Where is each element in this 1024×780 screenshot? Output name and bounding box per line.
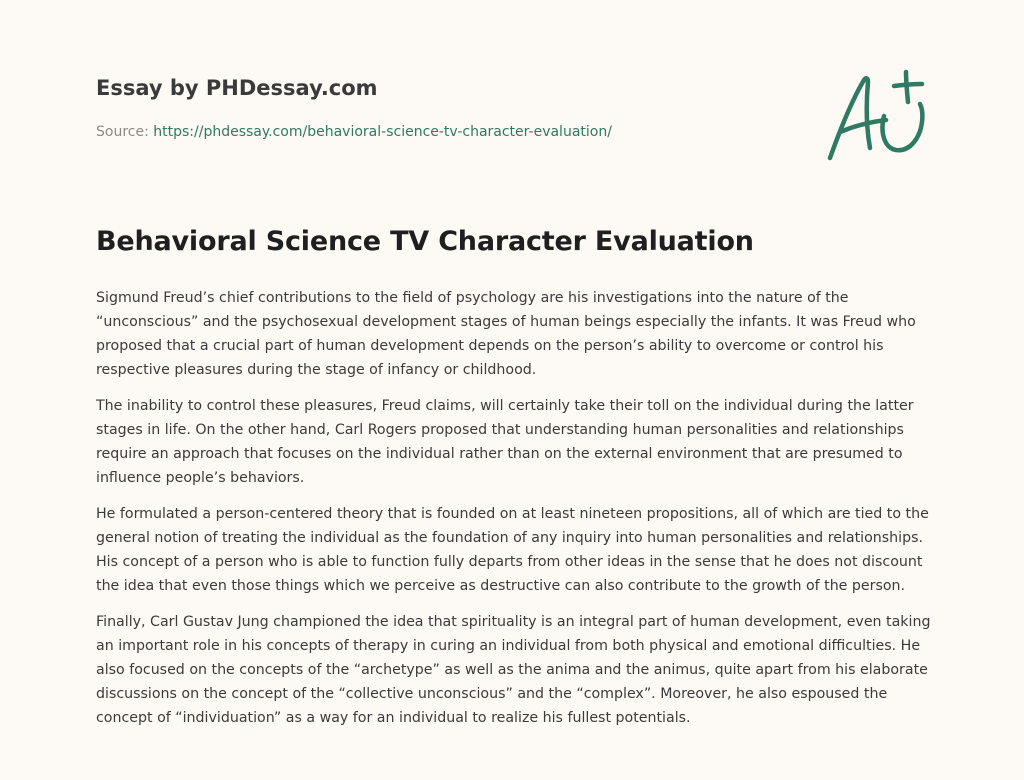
source-line [96,124,612,140]
article-title: Behavioral Science TV Character Evaluation [96,226,754,257]
paragraph: Finally, Carl Gustav Jung championed the idea that spirituality is an integral part of human development, even taking an important role in his concepts of therapy in curing an individual from both physical and emotional difficulties. He also focused on the concepts of the “archetype” as well as the anima and the animus, quite apart from his elaborate discussions on the concept of the “collective unconscious” and the “complex”. Moreover, he also espoused the concept of “individuation” as a way for an individual to realize his fullest potentials. [96,614,931,726]
paragraph: He formulated a person-centered theory that is founded on at least nineteen propositions, all of which are tied to the general notion of treating the individual as the foundation of any inquiry into human personalities and relationships. His concept of a person who is able to function fully departs from other ideas in the sense that he does not discount the idea that even those things which we perceive as destructive can also contribute to the growth of the person. [96,506,929,594]
article-body [96,286,934,742]
source-link[interactable]: https://phdessay.com/behavioral-science-tv-character-evaluation/ [153,124,612,140]
site-title: Essay by PHDessay.com [96,76,378,100]
paragraph: Sigmund Freud’s chief contributions to the field of psychology are his investigations into the nature of the “unconscious” and the psychosexual development stages of human beings especially the infants. It was Freud who proposed that a crucial part of human development depends on the person’s ability to overcome or control his respective pleasures during the stage of infancy or childhood. [96,290,916,378]
header [96,0,928,180]
source-label: Source: [96,124,154,140]
paragraph: The inability to control these pleasures, Freud claims, will certainly take their toll on the individual during the latter stages in life. On the other hand, Carl Rogers proposed that understanding human personalities and relationships require an approach that focuses on the individual rather than on the external environment that are presumed to influence people’s behaviors. [96,398,914,486]
a-plus-grade-icon [826,68,930,164]
